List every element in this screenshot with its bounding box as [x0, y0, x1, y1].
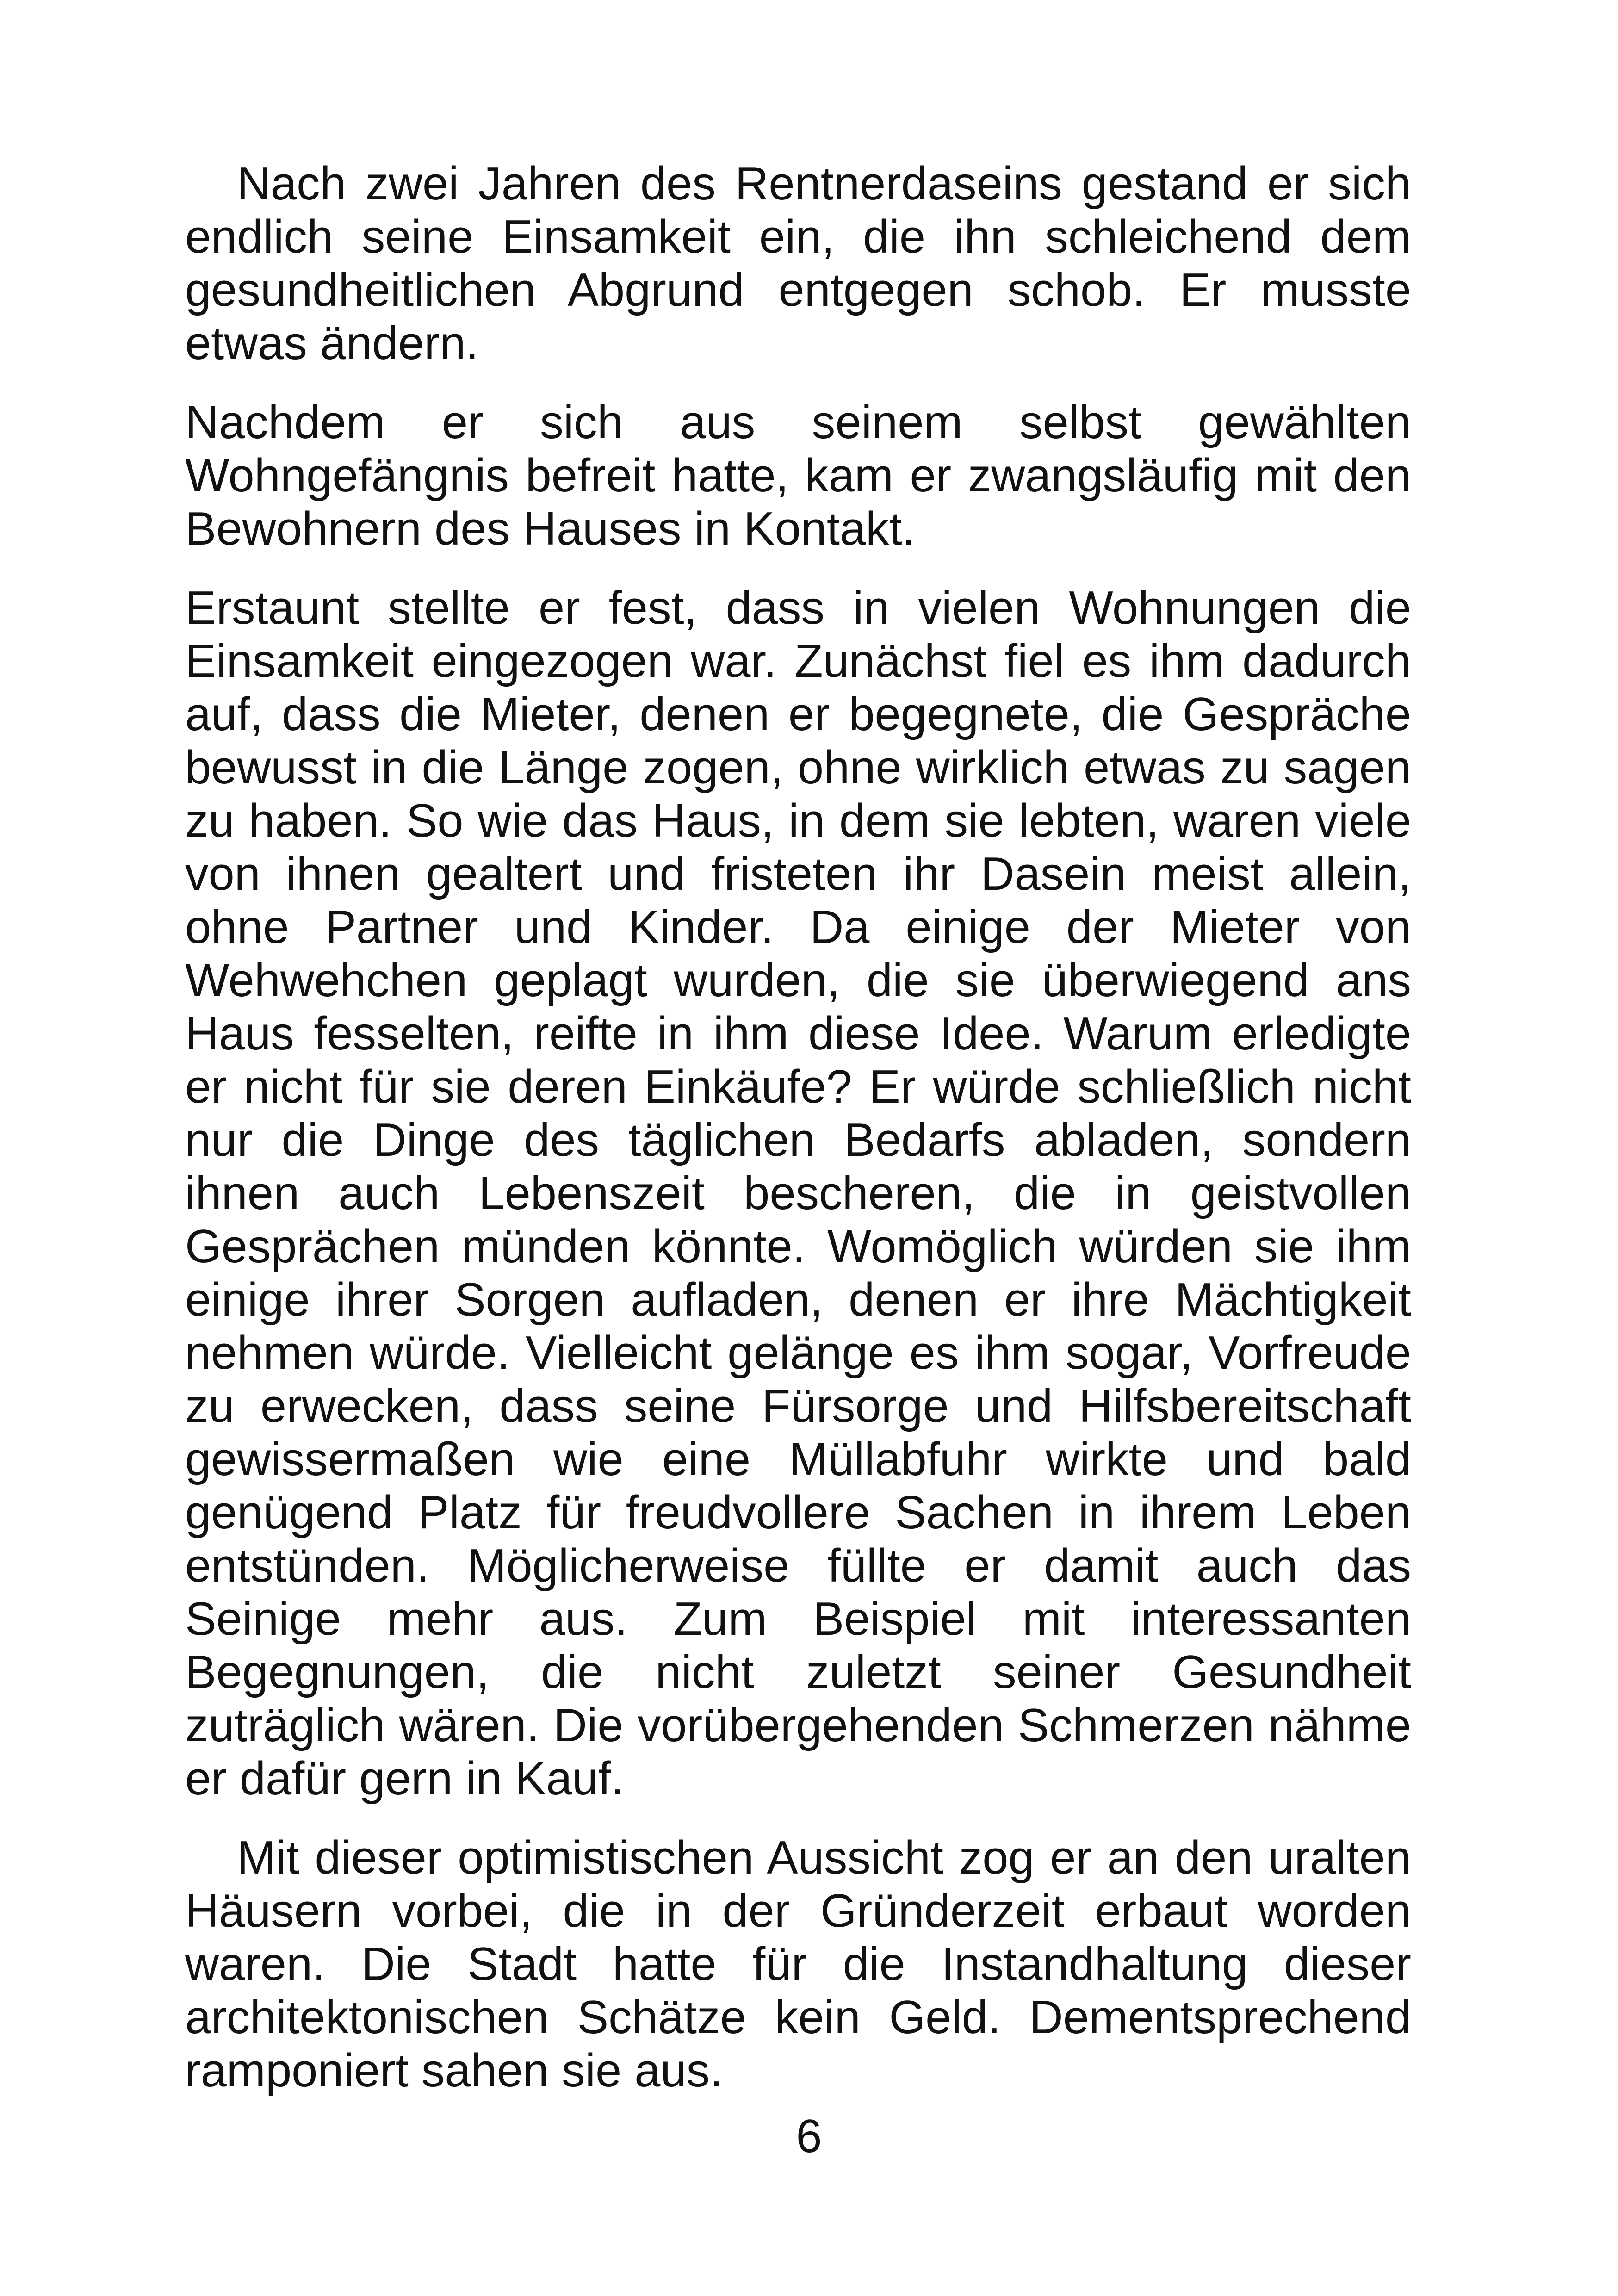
- paragraph-3: Erstaunt stellte er fest, dass in vielen Wohnungen die Einsamkeit eingezogen war. Zunächst fiel es ihm dadurch auf, dass die Mieter, denen er begegnete, die Gespräche bewusst in die Länge zogen, ohne wirklich etwas zu sagen zu haben. So wie das Haus, in dem sie lebten, waren viele von ihnen gealtert und fristeten ihr Dasein meist allein, ohne Partner und Kinder. Da einige der Mieter von Wehwehchen geplagt wurden, die sie überwiegend ans Haus fesselten, reifte in ihm diese Idee. Warum erledigte er nicht für sie deren Einkäufe? Er würde schließlich nicht nur die Dinge des täglichen Bedarfs abladen, sondern ihnen auch Lebenszeit bescheren, die in geistvollen Gesprächen münden könnte. Womöglich würden sie ihm einige ihrer Sorgen aufladen, denen er ihre Mächtigkeit nehmen würde. Vielleicht gelänge es ihm sogar, Vorfreude zu erwecken, dass seine Fürsorge und Hilfsbereitschaft gewissermaßen wie eine Müllabfuhr wirkte und bald genügend Platz für freudvollere Sachen in ihrem Leben entstünden. Möglicherweise füllte er damit auch das Seinige mehr aus. Zum Beispiel mit interessanten Begegnungen, die nicht zuletzt seiner Gesundheit zuträglich wären. Die vorübergehenden Schmerzen nähme er dafür gern in Kauf.: [185, 582, 1411, 1805]
- paragraph-1: Nach zwei Jahren des Rentnerdaseins gestand er sich endlich seine Einsamkeit ein, die ihn schleichend dem gesundheitlichen Abgrund entgegen schob. Er musste etwas ändern.: [185, 158, 1411, 369]
- body-text: [185, 157, 1411, 2123]
- paragraph-2: Nachdem er sich aus seinem selbst gewählten Wohngefängnis befreit hatte, kam er zwangsläufig mit den Bewohnern des Hauses in Kontakt.: [185, 397, 1411, 555]
- page-number: 6: [796, 2110, 822, 2162]
- paragraph-4: Mit dieser optimistischen Aussicht zog er an den uralten Häusern vorbei, die in der Gründerzeit erbaut worden waren. Die Stadt hatte für die Instandhaltung dieser architektonischen Schätze kein Geld. Dementsprechend ramponiert sahen sie aus.: [185, 1832, 1411, 2097]
